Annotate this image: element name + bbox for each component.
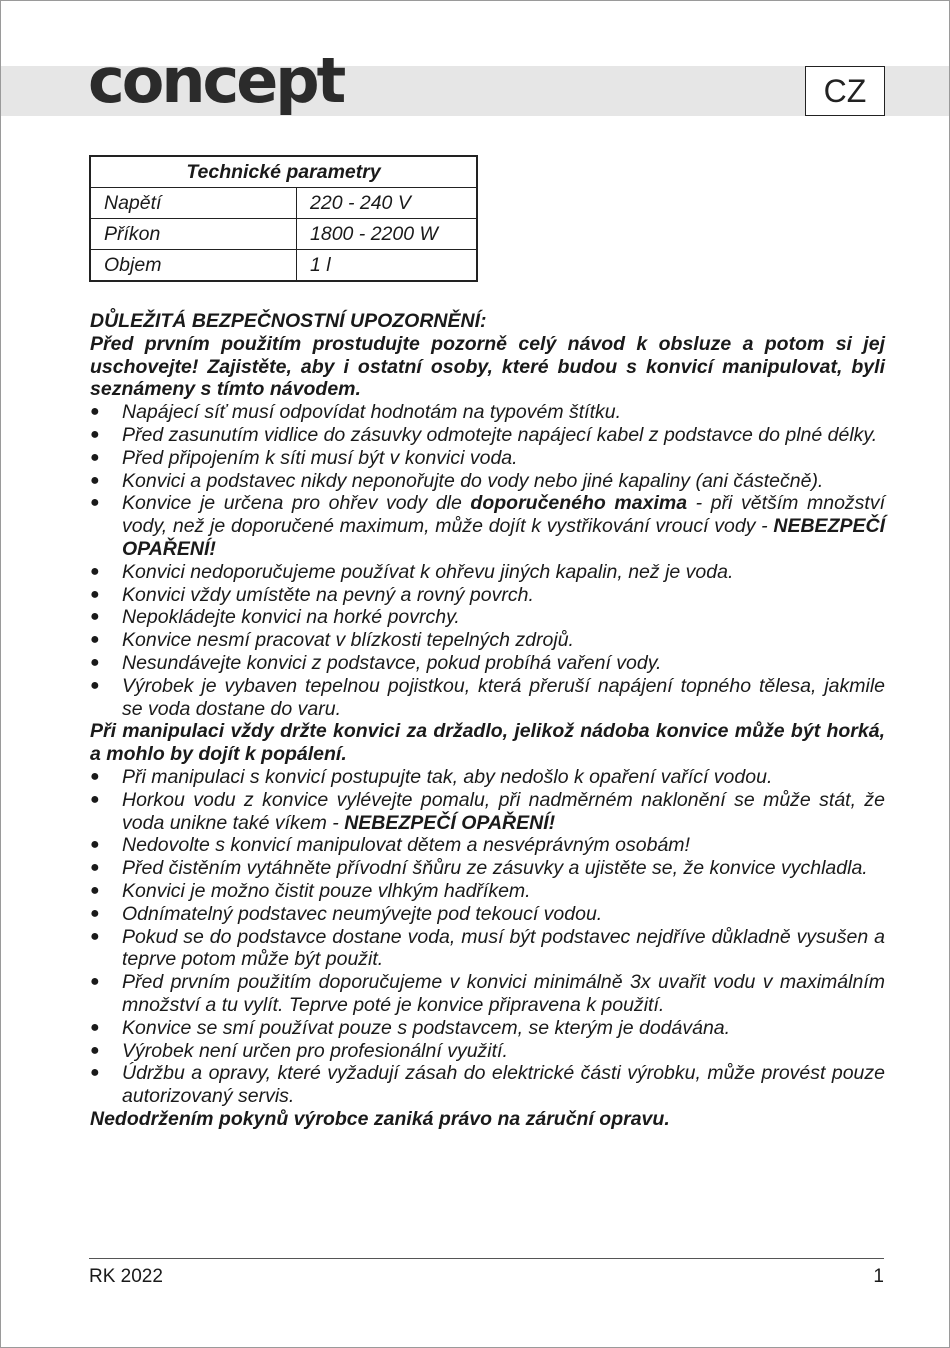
list-item: ● Konvici je možno čistit pouze vlhkým hadříkem.	[90, 879, 531, 902]
table-title: Technické parametry	[90, 156, 477, 188]
list-item: ● Napájecí síť musí odpovídat hodnotám na typovém štítku.	[90, 401, 622, 424]
list-item: ● Před zasunutím vidlice do zásuvky odmotejte napájecí kabel z podstavce do plné délky.	[90, 423, 878, 446]
param-label: Objem	[90, 250, 297, 282]
table-row	[90, 250, 477, 282]
param-value: 220 - 240 V	[297, 188, 478, 219]
list-item: ● Výrobek není určen pro profesionální využití.	[90, 1039, 508, 1062]
safety-heading: DŮLEŽITÁ BEZPEČNOSTNÍ UPOZORNĚNÍ:	[90, 310, 487, 332]
footer-divider	[89, 1258, 884, 1259]
table-row	[90, 188, 477, 219]
list-item: ● Horkou vodu z konvice vylévejte pomalu, při nadměrném naklonění se může stát, že voda unikne také víkem - NEBEZPEČÍ OPAŘENÍ!	[90, 788, 885, 834]
list-item: ● Pokud se do podstavce dostane voda, musí být podstavec nejdříve důkladně vysušen a teprve potom může být použit.	[90, 925, 885, 971]
list-item: ● Konvici vždy umístěte na pevný a rovný povrch.	[90, 583, 534, 606]
list-item: ● Konvice se smí používat pouze s podstavcem, se kterým je dodávána.	[90, 1016, 731, 1039]
param-label: Příkon	[90, 219, 297, 250]
param-value: 1800 - 2200 W	[297, 219, 478, 250]
param-value: 1 l	[297, 250, 478, 282]
list-item: ● Nedovolte s konvicí manipulovat dětem a nesvéprávným osobám!	[90, 834, 690, 857]
list-item: ● Nesundávejte konvici z podstavce, pokud probíhá vaření vody.	[90, 651, 662, 674]
list-item: ● Před připojením k síti musí být v konvici voda.	[90, 446, 518, 469]
list-item: ● Při manipulaci s konvicí postupujte tak, aby nedošlo k opaření vařící vodou.	[90, 765, 773, 788]
list-item: ● Konvice je určena pro ohřev vody dle doporučeného maxima - při větším množství vody, než je doporučené maximum, může dojít k vystřikování vroucí vody - NEBEZPEČÍ OPAŘENÍ!	[90, 492, 885, 560]
technical-parameters-table	[89, 155, 478, 282]
list-item: ● Údržbu a opravy, které vyžadují zásah do elektrické části výrobku, může provést pouze autorizovaný servis.	[90, 1062, 885, 1108]
param-label: Napětí	[90, 188, 297, 219]
list-item: ● Konvici nedoporučujeme používat k ohřevu jiných kapalin, než je voda.	[90, 560, 734, 583]
list-item: ● Výrobek je vybaven tepelnou pojistkou, která přeruší napájení topného tělesa, jakmile se voda dostane do varu.	[90, 674, 885, 720]
list-item: ● Konvice nesmí pracovat v blízkosti tepelných zdrojů.	[90, 629, 574, 652]
brand-logo: concept	[88, 44, 344, 117]
safety-intro: Před prvním použitím prostudujte pozorně celý návod k obsluze a potom si jej uschovejte! Zajistěte, aby i ostatní osoby, které budou s konvicí manipulovat, byli seznámeny s tímto návodem.	[90, 332, 885, 401]
safety-list-2	[90, 766, 885, 1108]
list-item: ● Odnímatelný podstavec neumývejte pod tekoucí vodou.	[90, 902, 603, 925]
page-number: 1	[873, 1266, 884, 1287]
safety-list	[90, 401, 885, 720]
list-item: ● Nepokládejte konvici na horké povrchy.	[90, 606, 460, 629]
scald-warning: NEBEZPEČÍ OPAŘENÍ!	[122, 515, 885, 560]
scald-warning: NEBEZPEČÍ OPAŘENÍ!	[344, 811, 556, 834]
warranty-notice: Nedodržením pokynů výrobce zaniká právo na záruční opravu.	[90, 1107, 670, 1130]
list-item: ● Před prvním použitím doporučujeme v konvici minimálně 3x uvařit vodu v maximálním množství a tu vylít. Teprve poté je konvice připravena k použití.	[90, 971, 885, 1016]
handling-note: Při manipulaci vždy držte konvici za držadlo, jelikož nádoba konvice může být horká, a mohlo by dojít k popálení.	[90, 720, 885, 766]
language-badge: CZ	[805, 66, 885, 116]
table-row	[90, 219, 477, 250]
list-item: ● Před čistěním vytáhněte přívodní šňůru ze zásuvky a ujistěte se, že konvice vychladla.	[90, 857, 868, 880]
footer-model: RK 2022	[89, 1266, 163, 1287]
safety-section	[90, 310, 885, 1131]
list-item: ● Konvici a podstavec nikdy neponořujte do vody nebo jiné kapaliny (ani částečně).	[90, 469, 824, 492]
